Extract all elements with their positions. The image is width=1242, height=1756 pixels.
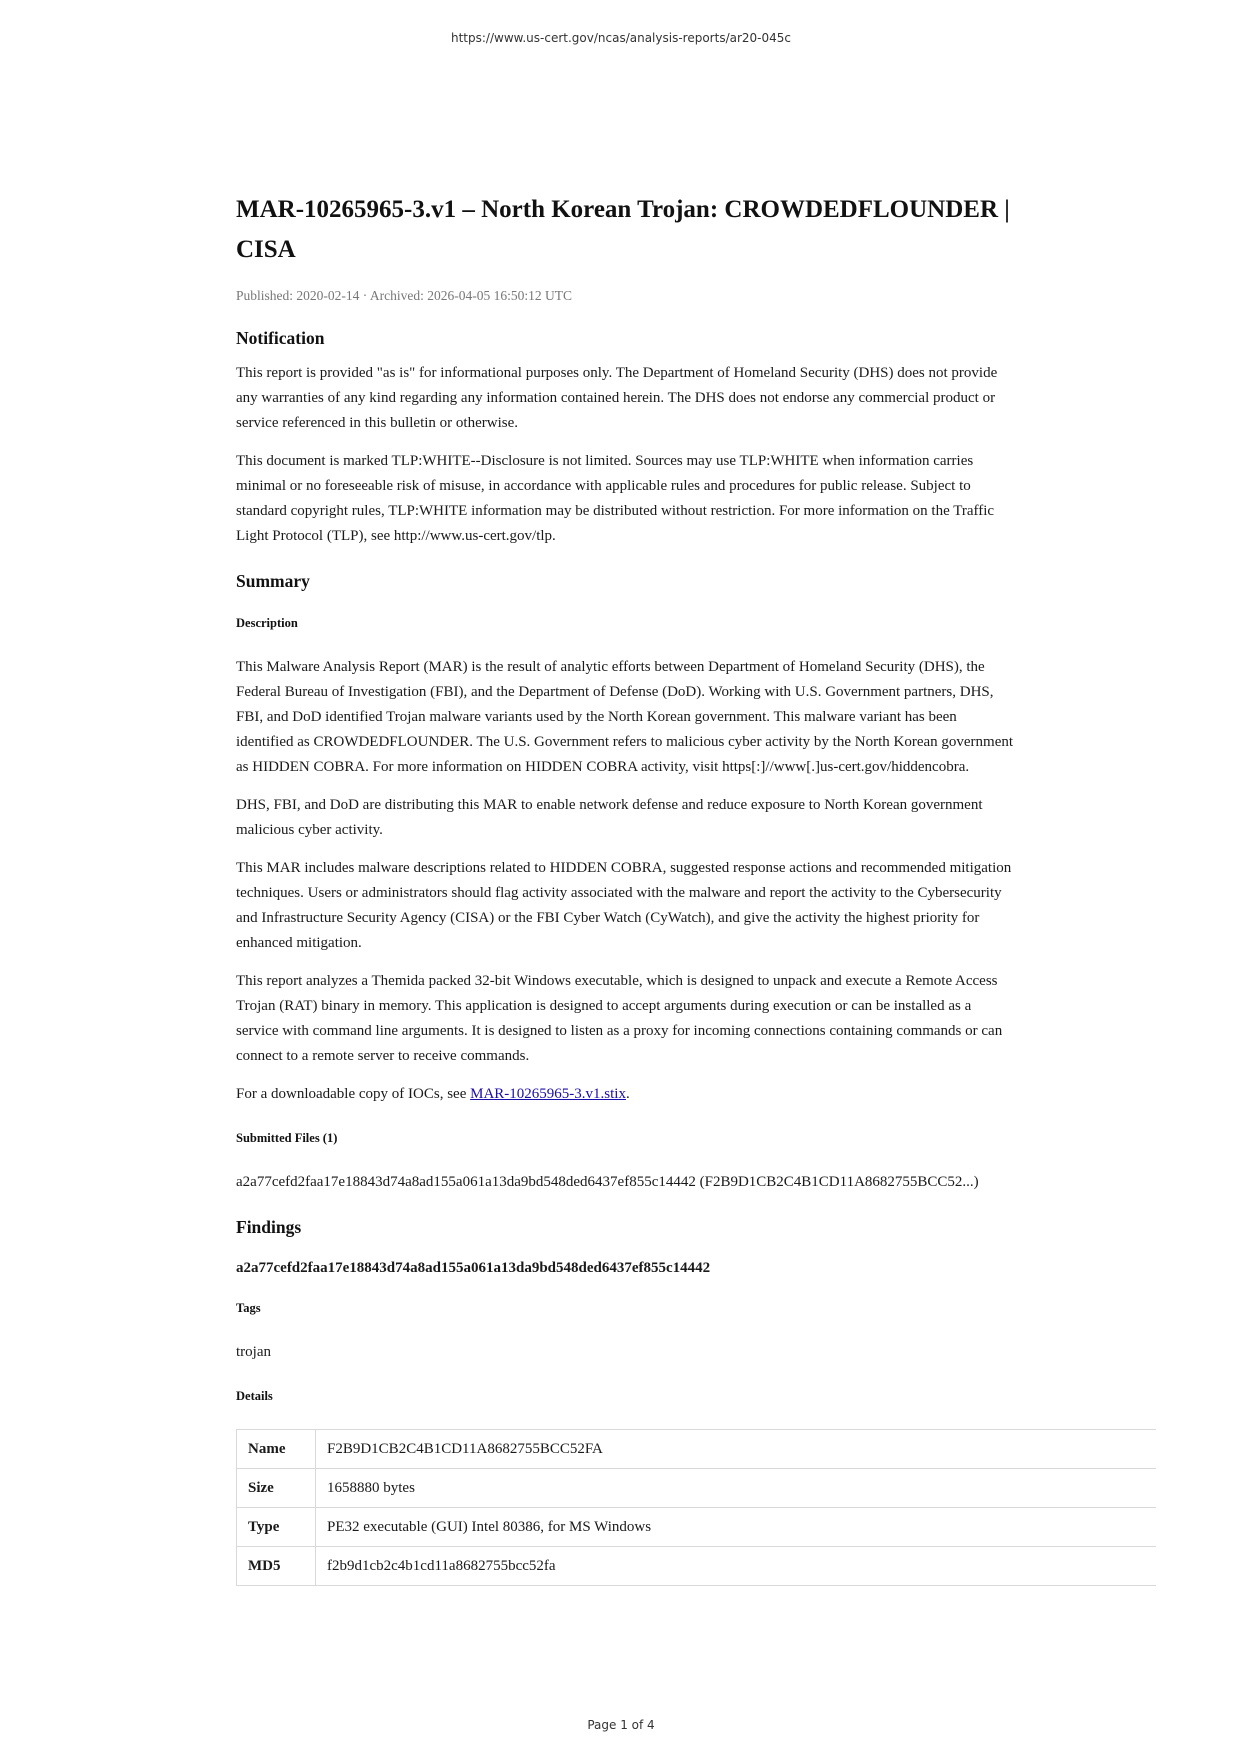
details-value: f2b9d1cb2c4b1cd11a8682755bcc52fa	[316, 1547, 1157, 1586]
details-key: Type	[237, 1508, 316, 1547]
findings-hash-heading: a2a77cefd2faa17e18843d74a8ad155a061a13da9bd548ded6437ef855c14442	[236, 1260, 711, 1276]
description-heading: Description	[236, 616, 298, 630]
table-row	[237, 1430, 1157, 1469]
details-heading: Details	[236, 1389, 273, 1403]
details-key: Name	[237, 1430, 316, 1469]
findings-heading: Findings	[236, 1217, 302, 1237]
page-number-footer: Page 1 of 4	[587, 1718, 655, 1732]
page-url-header: https://www.us-cert.gov/ncas/analysis-reports/ar20-045c	[451, 31, 791, 45]
ioc-stix-link[interactable]: MAR-10265965-3.v1.stix	[470, 1086, 626, 1102]
tags-heading: Tags	[236, 1301, 261, 1315]
notification-paragraph: This document is marked TLP:WHITE--Disclosure is not limited. Sources may use TLP:WHITE when information carries minimal or no foreseeable risk of misuse, in accordance with applicable rules and procedures for public release. Subject to standard copyright rules, TLP:WHITE information may be distributed without restriction. For more information on the Traffic Light Protocol (TLP), see http://www.us-cert.gov/tlp.	[236, 453, 995, 544]
details-value: F2B9D1CB2C4B1CD11A8682755BCC52FA	[316, 1430, 1157, 1469]
summary-paragraph: This report analyzes a Themida packed 32-bit Windows executable, which is designed to unpack and execute a Remote Access Trojan (RAT) binary in memory. This application is designed to accept arguments during execution or can be installed as a service with command line arguments. It is designed to listen as a proxy for incoming connections containing commands or can connect to a remote server to receive commands.	[236, 973, 1003, 1064]
details-table	[236, 1429, 1156, 1586]
details-key: MD5	[237, 1547, 316, 1586]
ioc-suffix: .	[625, 1086, 630, 1102]
notification-paragraph: This report is provided "as is" for informational purposes only. The Department of Homeland Security (DHS) does not provide any warranties of any kind regarding any information contained herein. The DHS does not endorse any commercial product or service referenced in this bulletin or otherwise.	[236, 365, 998, 431]
submitted-files-heading: Submitted Files (1)	[236, 1131, 338, 1145]
details-value: 1658880 bytes	[316, 1469, 1157, 1508]
summary-paragraph: This Malware Analysis Report (MAR) is the result of analytic efforts between Department of Homeland Security (DHS), the Federal Bureau of Investigation (FBI), and the Department of Defense (DoD). Working with U.S. Government partners, DHS, FBI, and DoD identified Trojan malware variants used by the North Korean government. This malware variant has been identified as CROWDEDFLOUNDER. The U.S. Government refers to malicious cyber activity by the North Korean government as HIDDEN COBRA. For more information on HIDDEN COBRA activity, visit https[:]//www[.]us-cert.gov/hiddencobra.	[236, 659, 1014, 775]
document-content	[236, 190, 1016, 1586]
table-row	[237, 1547, 1157, 1586]
table-row	[237, 1508, 1157, 1547]
details-key: Size	[237, 1469, 316, 1508]
publish-meta: Published: 2020-02-14 · Archived: 2026-04-05 16:50:12 UTC	[236, 288, 572, 303]
submitted-file: a2a77cefd2faa17e18843d74a8ad155a061a13da9bd548ded6437ef855c14442 (F2B9D1CB2C4B1CD11A8682755BCC52...)	[236, 1174, 979, 1190]
page-title: MAR-10265965-3.v1 – North Korean Trojan: CROWDEDFLOUNDER | CISA	[236, 196, 1010, 263]
details-value: PE32 executable (GUI) Intel 80386, for MS Windows	[316, 1508, 1157, 1547]
ioc-prefix: For a downloadable copy of IOCs, see	[236, 1086, 471, 1102]
tag-value: trojan	[236, 1344, 271, 1360]
table-row	[237, 1469, 1157, 1508]
summary-heading: Summary	[236, 571, 310, 591]
ioc-paragraph	[236, 1082, 1016, 1107]
notification-heading: Notification	[236, 328, 325, 348]
summary-paragraph: This MAR includes malware descriptions related to HIDDEN COBRA, suggested response actions and recommended mitigation techniques. Users or administrators should flag activity associated with the malware and report the activity to the Cybersecurity and Infrastructure Security Agency (CISA) or the FBI Cyber Watch (CyWatch), and give the activity the highest priority for enhanced mitigation.	[236, 860, 1012, 951]
summary-paragraph: DHS, FBI, and DoD are distributing this MAR to enable network defense and reduce exposure to North Korean government malicious cyber activity.	[236, 797, 983, 838]
